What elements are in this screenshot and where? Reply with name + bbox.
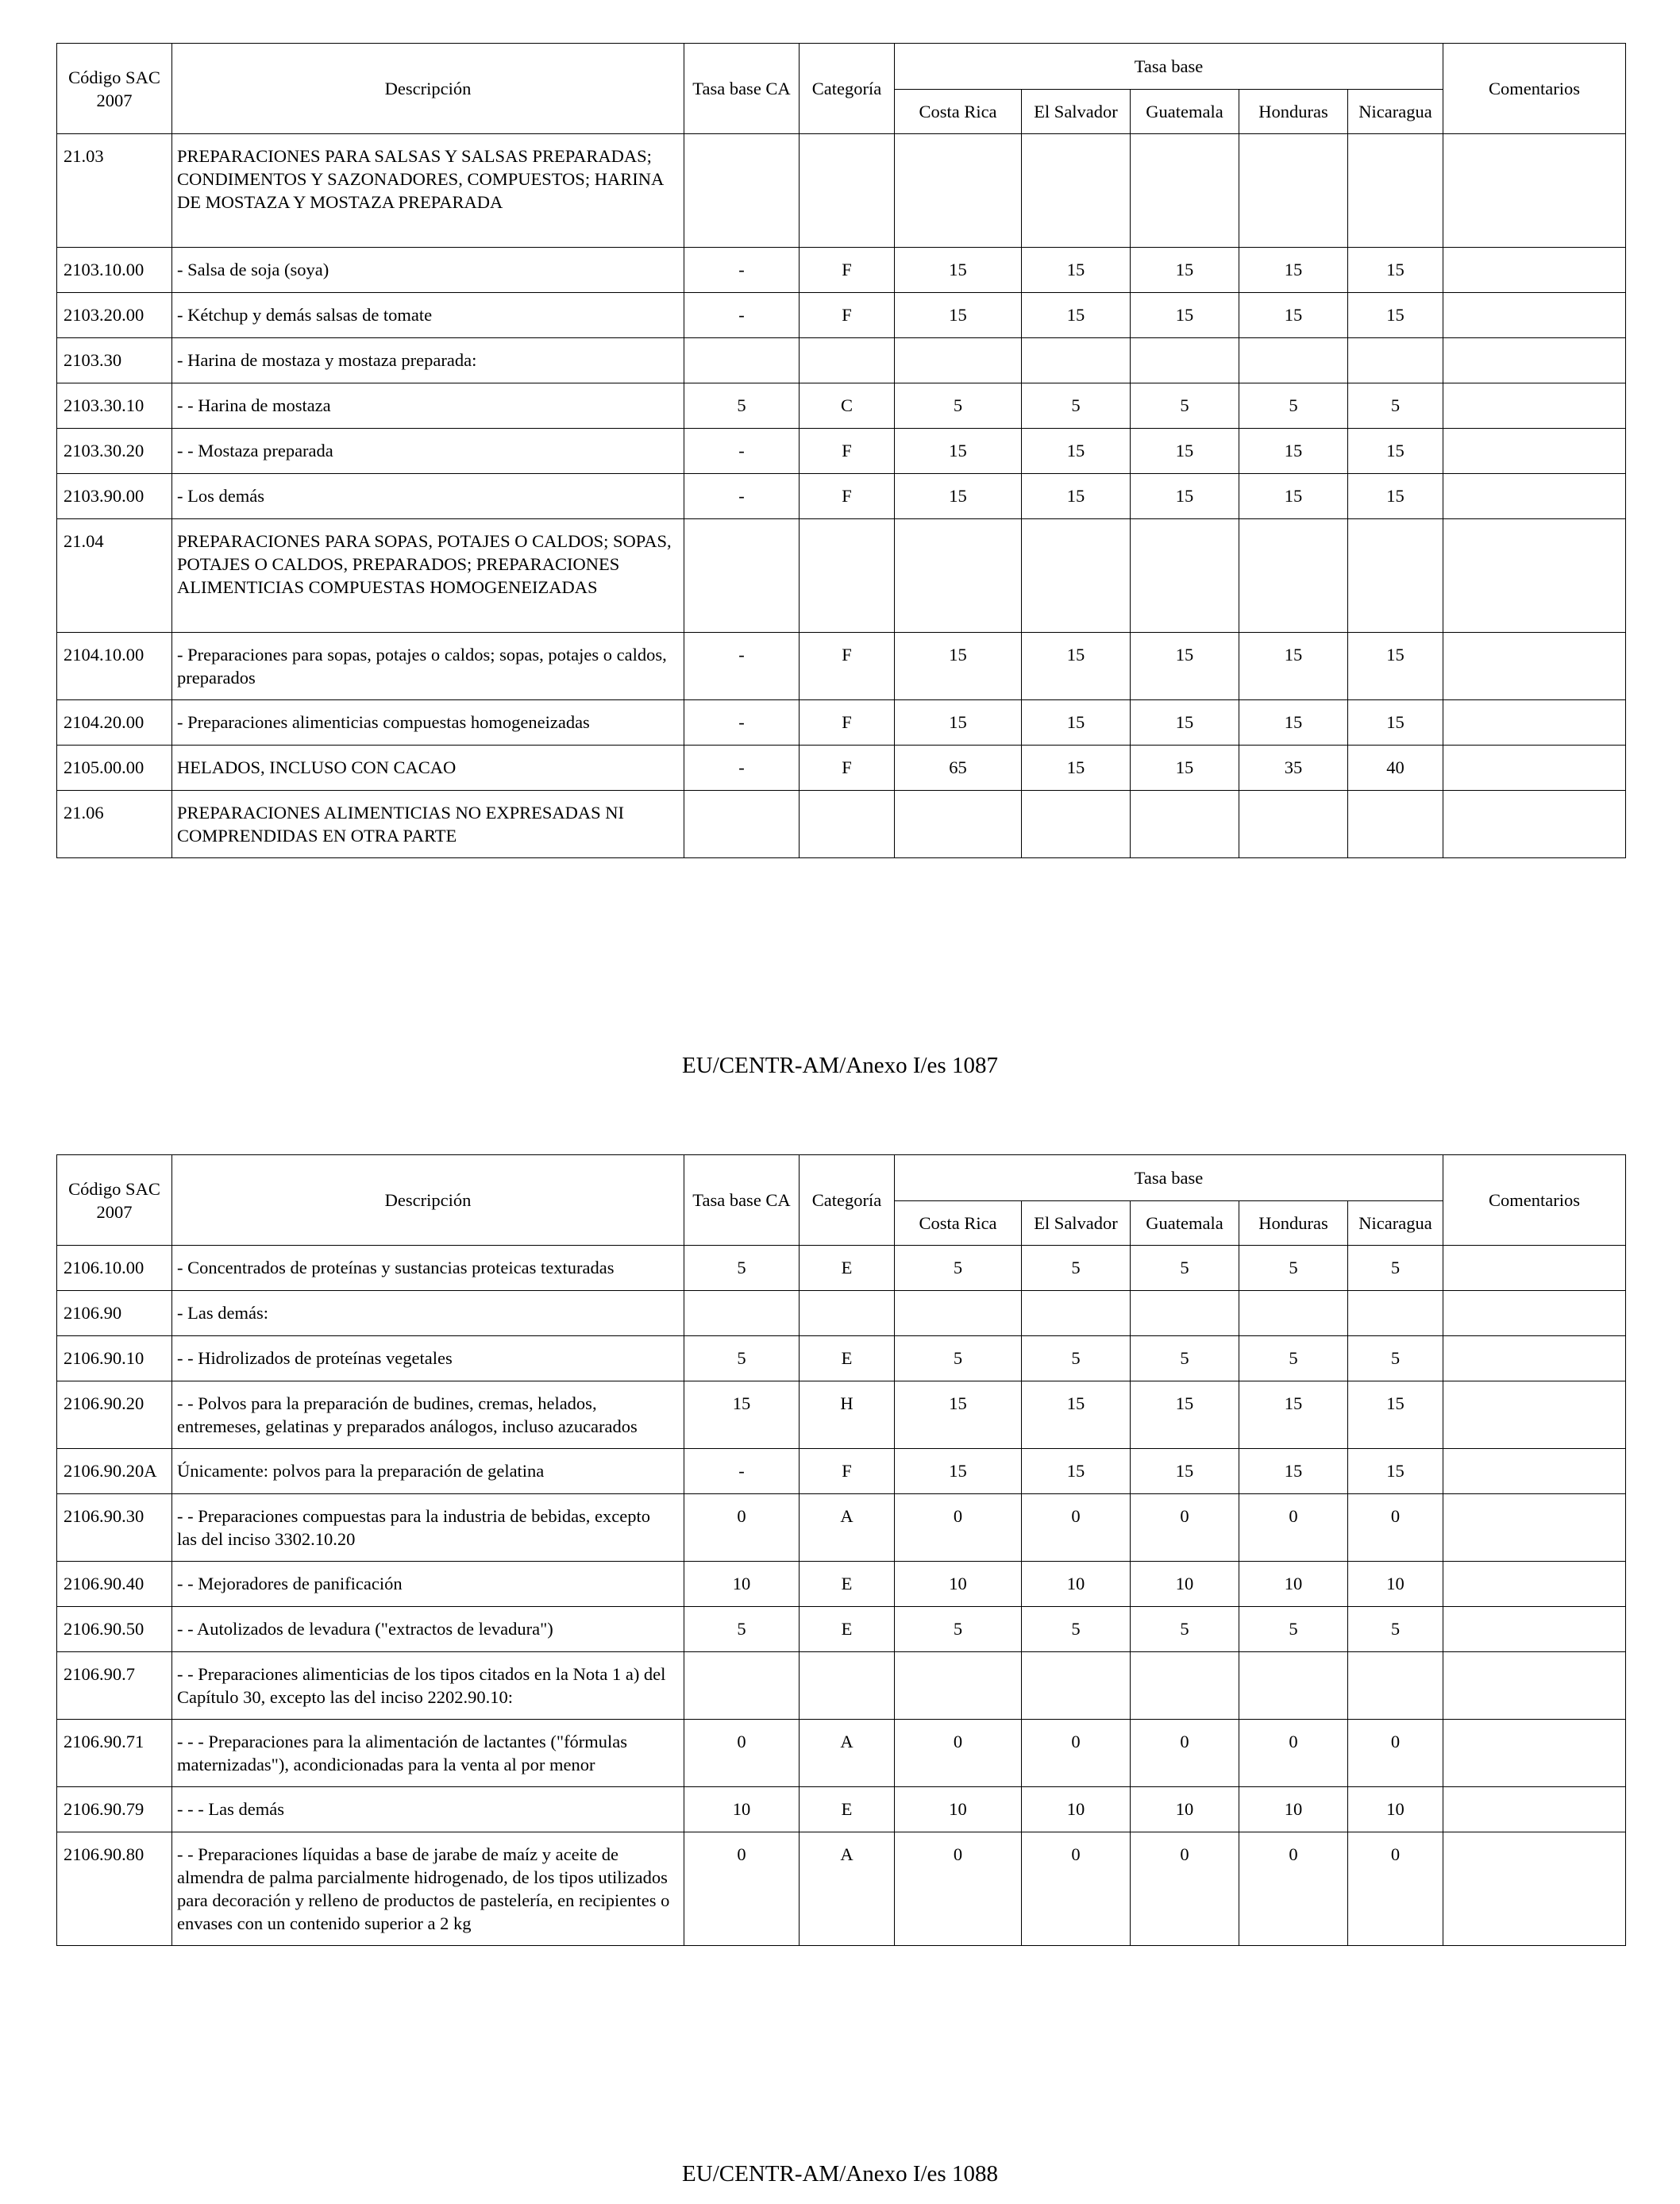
cell-nicaragua: 15: [1348, 700, 1443, 746]
cell-honduras: 35: [1239, 746, 1348, 791]
cell-categoria: E: [800, 1336, 895, 1381]
cell-nicaragua: 0: [1348, 1494, 1443, 1562]
cell-nicaragua: 40: [1348, 746, 1443, 791]
cell-nicaragua: 10: [1348, 1787, 1443, 1832]
cell-description: - Preparaciones para sopas, potajes o caldos; sopas, potajes o caldos, preparados: [172, 633, 684, 700]
cell-nicaragua: 10: [1348, 1562, 1443, 1607]
cell-code: 21.04: [57, 519, 172, 633]
cell-guatemala: 10: [1131, 1562, 1239, 1607]
cell-honduras: 10: [1239, 1562, 1348, 1607]
page-footer-1087: EU/CENTR-AM/Anexo I/es 1087: [682, 1053, 998, 1078]
table-row: [57, 1494, 1626, 1562]
cell-code: 2106.90.30: [57, 1494, 172, 1562]
table-row: [57, 429, 1626, 474]
cell-categoria: [800, 338, 895, 383]
cell-tasa-ca: 15: [684, 1381, 800, 1449]
table-row: [57, 1381, 1626, 1449]
cell-description: - Las demás:: [172, 1291, 684, 1336]
cell-comentarios: [1443, 700, 1626, 746]
cell-guatemala: [1131, 519, 1239, 633]
header-tasa-base: Tasa base: [895, 1155, 1443, 1201]
cell-honduras: 0: [1239, 1720, 1348, 1787]
cell-guatemala: 15: [1131, 293, 1239, 338]
cell-el-salvador: [1022, 791, 1131, 858]
cell-categoria: F: [800, 429, 895, 474]
cell-guatemala: 5: [1131, 1246, 1239, 1291]
cell-nicaragua: [1348, 1291, 1443, 1336]
cell-guatemala: 0: [1131, 1832, 1239, 1946]
cell-categoria: [800, 1652, 895, 1720]
cell-comentarios: [1443, 519, 1626, 633]
cell-description: - Kétchup y demás salsas de tomate: [172, 293, 684, 338]
cell-guatemala: [1131, 338, 1239, 383]
header-country: Guatemala: [1131, 1201, 1239, 1246]
cell-costa-rica: 15: [895, 1381, 1022, 1449]
header-descripcion: Descripción: [172, 1155, 684, 1246]
cell-guatemala: 15: [1131, 633, 1239, 700]
cell-guatemala: 15: [1131, 1449, 1239, 1494]
cell-honduras: 0: [1239, 1832, 1348, 1946]
cell-guatemala: 15: [1131, 474, 1239, 519]
cell-code: 2106.90.40: [57, 1562, 172, 1607]
cell-nicaragua: [1348, 338, 1443, 383]
cell-honduras: [1239, 1652, 1348, 1720]
cell-guatemala: 5: [1131, 383, 1239, 429]
header-categoria: Categoría: [800, 44, 895, 134]
header-codigo: Código SAC 2007: [57, 44, 172, 134]
cell-description: - - Preparaciones líquidas a base de jarabe de maíz y aceite de almendra de palma parcialmente hidrogenado, de los tipos utilizados para decoración y relleno de productos de pastelería, en recipientes o envases con un contenido superior a 2 kg: [172, 1832, 684, 1946]
table-row: [57, 1720, 1626, 1787]
cell-tasa-ca: -: [684, 700, 800, 746]
cell-guatemala: [1131, 1652, 1239, 1720]
cell-description: PREPARACIONES PARA SALSAS Y SALSAS PREPARADAS; CONDIMENTOS Y SAZONADORES, COMPUESTOS; HARINA DE MOSTAZA Y MOSTAZA PREPARADA: [172, 134, 684, 248]
cell-costa-rica: [895, 338, 1022, 383]
header-country: Costa Rica: [895, 90, 1022, 134]
table-row: [57, 1787, 1626, 1832]
cell-guatemala: 15: [1131, 700, 1239, 746]
cell-costa-rica: 5: [895, 383, 1022, 429]
cell-description: - - - Las demás: [172, 1787, 684, 1832]
cell-tasa-ca: [684, 791, 800, 858]
cell-honduras: 5: [1239, 383, 1348, 429]
cell-nicaragua: 15: [1348, 1449, 1443, 1494]
header-tasa-base: Tasa base: [895, 44, 1443, 90]
cell-nicaragua: 15: [1348, 1381, 1443, 1449]
cell-nicaragua: 0: [1348, 1832, 1443, 1946]
cell-el-salvador: 0: [1022, 1832, 1131, 1946]
cell-honduras: 15: [1239, 429, 1348, 474]
cell-nicaragua: [1348, 519, 1443, 633]
header-country: Nicaragua: [1348, 1201, 1443, 1246]
cell-honduras: [1239, 338, 1348, 383]
cell-categoria: [800, 1291, 895, 1336]
cell-code: 2104.20.00: [57, 700, 172, 746]
table-row: [57, 248, 1626, 293]
page-footer-1088: EU/CENTR-AM/Anexo I/es 1088: [682, 2161, 998, 2187]
cell-costa-rica: 15: [895, 1449, 1022, 1494]
table-body: [57, 134, 1626, 858]
cell-costa-rica: 10: [895, 1787, 1022, 1832]
table-row: [57, 1607, 1626, 1652]
cell-guatemala: 15: [1131, 1381, 1239, 1449]
cell-comentarios: [1443, 1246, 1626, 1291]
cell-costa-rica: 15: [895, 293, 1022, 338]
cell-nicaragua: 5: [1348, 1607, 1443, 1652]
cell-costa-rica: 5: [895, 1607, 1022, 1652]
cell-description: - - Preparaciones compuestas para la industria de bebidas, excepto las del inciso 3302.10.20: [172, 1494, 684, 1562]
table-row: [57, 519, 1626, 633]
cell-comentarios: [1443, 1720, 1626, 1787]
cell-description: - - Preparaciones alimenticias de los tipos citados en la Nota 1 a) del Capítulo 30, excepto las del inciso 2202.90.10:: [172, 1652, 684, 1720]
cell-guatemala: 0: [1131, 1720, 1239, 1787]
cell-description: - - Autolizados de levadura ("extractos de levadura"): [172, 1607, 684, 1652]
cell-tasa-ca: [684, 1652, 800, 1720]
cell-categoria: A: [800, 1832, 895, 1946]
cell-tasa-ca: 10: [684, 1562, 800, 1607]
cell-comentarios: [1443, 1494, 1626, 1562]
cell-nicaragua: 5: [1348, 1246, 1443, 1291]
cell-comentarios: [1443, 134, 1626, 248]
header-country: El Salvador: [1022, 1201, 1131, 1246]
cell-honduras: 15: [1239, 700, 1348, 746]
cell-comentarios: [1443, 1787, 1626, 1832]
cell-el-salvador: 15: [1022, 1449, 1131, 1494]
table-row: [57, 1246, 1626, 1291]
cell-guatemala: [1131, 134, 1239, 248]
cell-nicaragua: 15: [1348, 293, 1443, 338]
cell-costa-rica: 15: [895, 700, 1022, 746]
cell-el-salvador: 15: [1022, 1381, 1131, 1449]
cell-costa-rica: 15: [895, 248, 1022, 293]
cell-el-salvador: 15: [1022, 248, 1131, 293]
cell-el-salvador: [1022, 1652, 1131, 1720]
cell-el-salvador: [1022, 338, 1131, 383]
cell-el-salvador: 10: [1022, 1562, 1131, 1607]
cell-code: 2103.10.00: [57, 248, 172, 293]
cell-nicaragua: 15: [1348, 248, 1443, 293]
cell-categoria: [800, 791, 895, 858]
cell-costa-rica: [895, 791, 1022, 858]
table-row: [57, 700, 1626, 746]
cell-tasa-ca: 0: [684, 1494, 800, 1562]
cell-description: PREPARACIONES ALIMENTICIAS NO EXPRESADAS NI COMPRENDIDAS EN OTRA PARTE: [172, 791, 684, 858]
cell-honduras: 15: [1239, 248, 1348, 293]
table-body: [57, 1246, 1626, 1946]
tariff-table-1087: [56, 43, 1626, 858]
cell-guatemala: 0: [1131, 1494, 1239, 1562]
cell-comentarios: [1443, 429, 1626, 474]
cell-description: - - Mostaza preparada: [172, 429, 684, 474]
header-country: Costa Rica: [895, 1201, 1022, 1246]
cell-code: 2106.90.79: [57, 1787, 172, 1832]
cell-code: 2106.90.71: [57, 1720, 172, 1787]
cell-code: 2103.30.20: [57, 429, 172, 474]
cell-costa-rica: [895, 1652, 1022, 1720]
cell-honduras: [1239, 519, 1348, 633]
cell-comentarios: [1443, 293, 1626, 338]
table-row: [57, 746, 1626, 791]
cell-description: PREPARACIONES PARA SOPAS, POTAJES O CALDOS; SOPAS, POTAJES O CALDOS, PREPARADOS; PREPARACIONES ALIMENTICIAS COMPUESTAS HOMOGENEIZADAS: [172, 519, 684, 633]
cell-comentarios: [1443, 474, 1626, 519]
cell-tasa-ca: 5: [684, 383, 800, 429]
table-row: [57, 1652, 1626, 1720]
cell-tasa-ca: -: [684, 474, 800, 519]
cell-tasa-ca: -: [684, 633, 800, 700]
table-row: [57, 1562, 1626, 1607]
cell-costa-rica: 10: [895, 1562, 1022, 1607]
cell-code: 2106.90.80: [57, 1832, 172, 1946]
cell-costa-rica: [895, 1291, 1022, 1336]
cell-tasa-ca: 5: [684, 1336, 800, 1381]
cell-tasa-ca: [684, 519, 800, 633]
cell-comentarios: [1443, 1652, 1626, 1720]
cell-comentarios: [1443, 746, 1626, 791]
cell-comentarios: [1443, 338, 1626, 383]
cell-honduras: 15: [1239, 474, 1348, 519]
cell-description: - - - Preparaciones para la alimentación de lactantes ("fórmulas maternizadas"), acondicionadas para la venta al por menor: [172, 1720, 684, 1787]
cell-code: 21.03: [57, 134, 172, 248]
cell-costa-rica: 5: [895, 1336, 1022, 1381]
cell-nicaragua: [1348, 791, 1443, 858]
cell-el-salvador: 15: [1022, 746, 1131, 791]
cell-guatemala: [1131, 1291, 1239, 1336]
cell-description: HELADOS, INCLUSO CON CACAO: [172, 746, 684, 791]
cell-costa-rica: 15: [895, 429, 1022, 474]
cell-el-salvador: [1022, 134, 1131, 248]
table-row: [57, 293, 1626, 338]
cell-el-salvador: 5: [1022, 1246, 1131, 1291]
cell-el-salvador: 10: [1022, 1787, 1131, 1832]
cell-honduras: 0: [1239, 1494, 1348, 1562]
cell-el-salvador: 5: [1022, 1336, 1131, 1381]
header-categoria: Categoría: [800, 1155, 895, 1246]
cell-nicaragua: 5: [1348, 383, 1443, 429]
cell-costa-rica: 0: [895, 1720, 1022, 1787]
cell-nicaragua: 5: [1348, 1336, 1443, 1381]
cell-categoria: A: [800, 1720, 895, 1787]
cell-el-salvador: [1022, 519, 1131, 633]
cell-tasa-ca: 10: [684, 1787, 800, 1832]
cell-el-salvador: 5: [1022, 383, 1131, 429]
cell-honduras: 5: [1239, 1246, 1348, 1291]
cell-code: 2106.90.10: [57, 1336, 172, 1381]
cell-categoria: E: [800, 1607, 895, 1652]
cell-tasa-ca: 5: [684, 1246, 800, 1291]
cell-guatemala: 15: [1131, 248, 1239, 293]
header-comentarios: Comentarios: [1443, 1155, 1626, 1246]
cell-el-salvador: 0: [1022, 1720, 1131, 1787]
cell-code: 2104.10.00: [57, 633, 172, 700]
header-tasa-base-ca: Tasa base CA: [684, 1155, 800, 1246]
cell-categoria: [800, 134, 895, 248]
cell-el-salvador: 15: [1022, 293, 1131, 338]
cell-costa-rica: [895, 134, 1022, 248]
cell-comentarios: [1443, 1832, 1626, 1946]
table-row: [57, 633, 1626, 700]
cell-categoria: E: [800, 1562, 895, 1607]
cell-costa-rica: 65: [895, 746, 1022, 791]
cell-el-salvador: 0: [1022, 1494, 1131, 1562]
cell-comentarios: [1443, 1607, 1626, 1652]
cell-honduras: 15: [1239, 633, 1348, 700]
cell-tasa-ca: 0: [684, 1720, 800, 1787]
cell-nicaragua: 15: [1348, 429, 1443, 474]
cell-honduras: 10: [1239, 1787, 1348, 1832]
cell-categoria: E: [800, 1246, 895, 1291]
cell-code: 2103.20.00: [57, 293, 172, 338]
table-row: [57, 134, 1626, 248]
cell-code: 2103.90.00: [57, 474, 172, 519]
cell-costa-rica: 15: [895, 474, 1022, 519]
cell-tasa-ca: [684, 134, 800, 248]
cell-code: 2103.30.10: [57, 383, 172, 429]
cell-categoria: F: [800, 248, 895, 293]
cell-categoria: A: [800, 1494, 895, 1562]
cell-tasa-ca: 5: [684, 1607, 800, 1652]
cell-honduras: [1239, 1291, 1348, 1336]
cell-description: Únicamente: polvos para la preparación de gelatina: [172, 1449, 684, 1494]
header-descripcion: Descripción: [172, 44, 684, 134]
cell-tasa-ca: -: [684, 746, 800, 791]
header-codigo: Código SAC 2007: [57, 1155, 172, 1246]
table-row: [57, 1832, 1626, 1946]
table-row: [57, 1336, 1626, 1381]
cell-code: 2103.30: [57, 338, 172, 383]
cell-nicaragua: [1348, 134, 1443, 248]
header-country: Guatemala: [1131, 90, 1239, 134]
cell-guatemala: 15: [1131, 746, 1239, 791]
cell-honduras: 15: [1239, 293, 1348, 338]
cell-el-salvador: 15: [1022, 474, 1131, 519]
cell-nicaragua: [1348, 1652, 1443, 1720]
cell-comentarios: [1443, 1449, 1626, 1494]
cell-tasa-ca: [684, 338, 800, 383]
cell-description: - - Harina de mostaza: [172, 383, 684, 429]
cell-costa-rica: 0: [895, 1832, 1022, 1946]
table-row: [57, 338, 1626, 383]
cell-costa-rica: [895, 519, 1022, 633]
cell-code: 2105.00.00: [57, 746, 172, 791]
cell-el-salvador: 15: [1022, 700, 1131, 746]
cell-description: - - Mejoradores de panificación: [172, 1562, 684, 1607]
cell-categoria: E: [800, 1787, 895, 1832]
cell-description: - - Hidrolizados de proteínas vegetales: [172, 1336, 684, 1381]
cell-guatemala: 10: [1131, 1787, 1239, 1832]
cell-nicaragua: 0: [1348, 1720, 1443, 1787]
cell-comentarios: [1443, 383, 1626, 429]
cell-honduras: [1239, 791, 1348, 858]
cell-description: - Concentrados de proteínas y sustancias proteicas texturadas: [172, 1246, 684, 1291]
cell-guatemala: [1131, 791, 1239, 858]
cell-tasa-ca: -: [684, 293, 800, 338]
cell-honduras: 5: [1239, 1336, 1348, 1381]
cell-description: - Salsa de soja (soya): [172, 248, 684, 293]
header-tasa-base-ca: Tasa base CA: [684, 44, 800, 134]
cell-el-salvador: 15: [1022, 429, 1131, 474]
header-country: Honduras: [1239, 1201, 1348, 1246]
cell-honduras: 15: [1239, 1449, 1348, 1494]
cell-code: 21.06: [57, 791, 172, 858]
cell-el-salvador: 5: [1022, 1607, 1131, 1652]
cell-honduras: [1239, 134, 1348, 248]
table-row: [57, 1449, 1626, 1494]
table-row: [57, 791, 1626, 858]
cell-tasa-ca: -: [684, 429, 800, 474]
cell-description: - Los demás: [172, 474, 684, 519]
cell-costa-rica: 15: [895, 633, 1022, 700]
cell-comentarios: [1443, 248, 1626, 293]
cell-costa-rica: 0: [895, 1494, 1022, 1562]
cell-nicaragua: 15: [1348, 633, 1443, 700]
cell-nicaragua: 15: [1348, 474, 1443, 519]
cell-categoria: [800, 519, 895, 633]
header-country: Honduras: [1239, 90, 1348, 134]
cell-comentarios: [1443, 633, 1626, 700]
cell-code: 2106.10.00: [57, 1246, 172, 1291]
cell-el-salvador: 15: [1022, 633, 1131, 700]
cell-tasa-ca: 0: [684, 1832, 800, 1946]
header-comentarios: Comentarios: [1443, 44, 1626, 134]
cell-categoria: F: [800, 633, 895, 700]
cell-comentarios: [1443, 1336, 1626, 1381]
header-country: Nicaragua: [1348, 90, 1443, 134]
table-row: [57, 383, 1626, 429]
tariff-table-1088: [56, 1154, 1626, 1946]
cell-code: 2106.90: [57, 1291, 172, 1336]
cell-categoria: F: [800, 746, 895, 791]
cell-guatemala: 5: [1131, 1607, 1239, 1652]
cell-comentarios: [1443, 1562, 1626, 1607]
cell-honduras: 5: [1239, 1607, 1348, 1652]
cell-code: 2106.90.50: [57, 1607, 172, 1652]
cell-code: 2106.90.20A: [57, 1449, 172, 1494]
cell-comentarios: [1443, 791, 1626, 858]
cell-categoria: F: [800, 700, 895, 746]
cell-description: - Preparaciones alimenticias compuestas homogeneizadas: [172, 700, 684, 746]
cell-honduras: 15: [1239, 1381, 1348, 1449]
cell-code: 2106.90.20: [57, 1381, 172, 1449]
cell-comentarios: [1443, 1291, 1626, 1336]
cell-costa-rica: 5: [895, 1246, 1022, 1291]
cell-categoria: F: [800, 474, 895, 519]
cell-guatemala: 15: [1131, 429, 1239, 474]
cell-tasa-ca: -: [684, 248, 800, 293]
cell-description: - Harina de mostaza y mostaza preparada:: [172, 338, 684, 383]
table-row: [57, 474, 1626, 519]
cell-description: - - Polvos para la preparación de budines, cremas, helados, entremeses, gelatinas y preparados análogos, incluso azucarados: [172, 1381, 684, 1449]
cell-categoria: F: [800, 1449, 895, 1494]
cell-categoria: C: [800, 383, 895, 429]
cell-tasa-ca: -: [684, 1449, 800, 1494]
cell-el-salvador: [1022, 1291, 1131, 1336]
table-row: [57, 1291, 1626, 1336]
cell-guatemala: 5: [1131, 1336, 1239, 1381]
header-country: El Salvador: [1022, 90, 1131, 134]
cell-categoria: F: [800, 293, 895, 338]
cell-tasa-ca: [684, 1291, 800, 1336]
cell-comentarios: [1443, 1381, 1626, 1449]
cell-categoria: H: [800, 1381, 895, 1449]
cell-code: 2106.90.7: [57, 1652, 172, 1720]
